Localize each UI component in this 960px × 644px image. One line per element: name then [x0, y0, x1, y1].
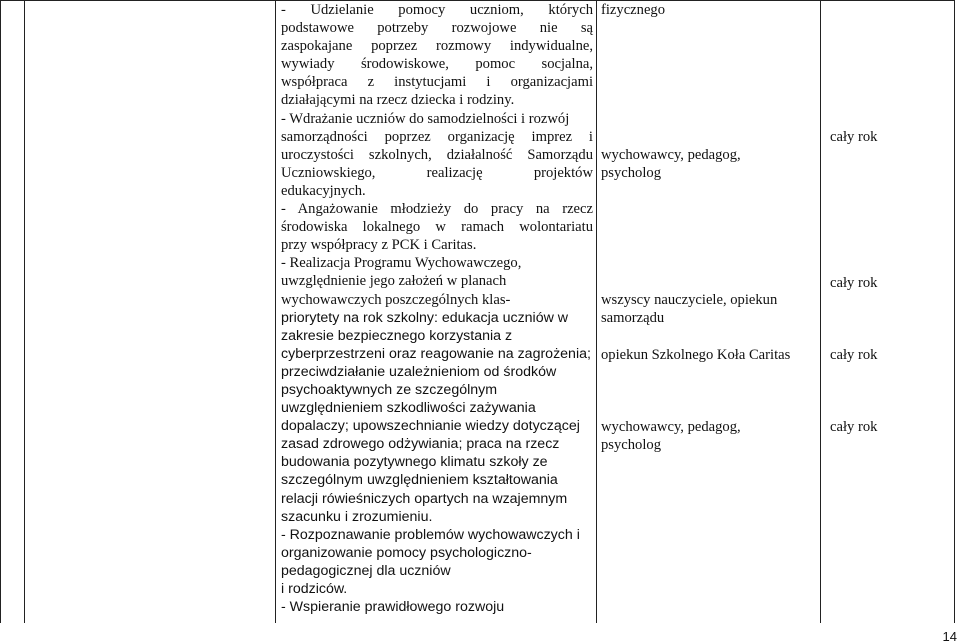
deadline-cell-4: cały rok [830, 419, 878, 435]
activity-line: psychoaktywnych ze szczególnym [281, 381, 498, 398]
activity-line: szczególnym uwzględnieniem kształtowania [281, 472, 558, 489]
table-border-left [0, 0, 1, 623]
activity-line: edukacyjnych. [281, 182, 366, 199]
deadline-cell-2: cały rok [830, 275, 878, 291]
activity-line: relacji rówieśniczych opartych na wzajemnym [281, 490, 568, 507]
deadline-cell-3: cały rok [830, 347, 878, 363]
responsible-cell-2 [601, 291, 816, 327]
activity-line: organizowanie pomocy psychologiczno- [281, 544, 532, 561]
activity-line: samorządności poprzez organizację imprez i [281, 128, 593, 145]
activity-line: działającymi na rzecz dziecka i rodziny. [281, 92, 515, 109]
activity-line: budowania pozytywnego klimatu szkoły ze [281, 454, 548, 471]
activity-line: wywiady środowiskowe, pomoc socjalna, [281, 56, 593, 73]
responsible-cell-0: fizycznego [601, 2, 666, 18]
activity-line: cyberprzestrzeni oraz reagowanie na zagrożenia; [281, 345, 591, 362]
activity-line: - Angażowanie młodzieży do pracy na rzecz [281, 201, 593, 218]
responsible-cell-3: opiekun Szkolnego Koła Caritas [601, 347, 791, 363]
activity-line: - Udzielanie pomocy uczniom, których [281, 2, 593, 18]
responsible-line: psycholog [601, 165, 661, 182]
responsible-line: wychowawcy, pedagog, [601, 419, 741, 435]
table-border-right [954, 0, 955, 623]
responsible-cell-1 [601, 146, 816, 182]
activity-line: dopalaczy; upowszechnianie wiedzy dotyczącej [281, 418, 580, 435]
deadline-cell-1: cały rok [830, 129, 878, 145]
activity-line: uwzględnienie jego założeń w planach [281, 273, 507, 290]
column-divider-3 [596, 0, 597, 623]
column-divider-4 [820, 0, 821, 623]
activity-line: pedagogicznej dla uczniów [281, 562, 451, 579]
activity-line: przy współpracy z PCK i Caritas. [281, 237, 477, 254]
responsible-line: samorządu [601, 310, 665, 327]
column-divider-1 [24, 0, 25, 623]
activity-line: Uczniowskiego, realizację projektów [281, 164, 593, 181]
activity-line: - Realizacja Programu Wychowawczego, [281, 255, 522, 272]
responsible-cell-4 [601, 418, 816, 454]
activity-line: i rodziców. [281, 581, 348, 597]
activities-column [281, 1, 593, 616]
activity-line: zakresie bezpiecznego korzystania z [281, 327, 513, 344]
activity-line: uroczystości szkolnych, działalność Samorządu [281, 146, 593, 163]
activity-line: współpraca z instytucjami i organizacjami [281, 74, 593, 91]
page-number: 14 [942, 629, 957, 644]
activity-line: priorytety na rok szkolny: edukacja uczniów w [281, 309, 569, 326]
column-divider-2 [275, 0, 276, 623]
activity-line: - Wspieranie prawidłowego rozwoju [281, 599, 505, 616]
activity-line: - Wdrażanie uczniów do samodzielności i rozwój [281, 110, 570, 127]
activity-line: wychowawczych poszczególnych klas- [281, 291, 511, 308]
responsible-line: wychowawcy, pedagog, [601, 147, 741, 163]
activity-line: uwzględnieniem szkodliwości zażywania [281, 400, 536, 417]
activity-line: przeciwdziałanie uzależnieniom od środków [281, 363, 557, 380]
activity-line: podstawowe potrzeby rozwojowe nie są [281, 20, 593, 37]
responsible-line: wszyscy nauczyciele, opiekun [601, 292, 778, 308]
activity-line: szacunku i zrozumieniu. [281, 508, 433, 525]
activity-line: zaspokajane poprzez rozmowy indywidualne, [281, 38, 593, 55]
activity-line: - Rozpoznawanie problemów wychowawczych i [281, 526, 580, 543]
activity-line: zasad zdrowego odżywiania; praca na rzecz [281, 436, 560, 453]
responsible-line: psycholog [601, 437, 661, 454]
activity-line: środowiska lokalnego w ramach wolontariatu [281, 219, 593, 236]
